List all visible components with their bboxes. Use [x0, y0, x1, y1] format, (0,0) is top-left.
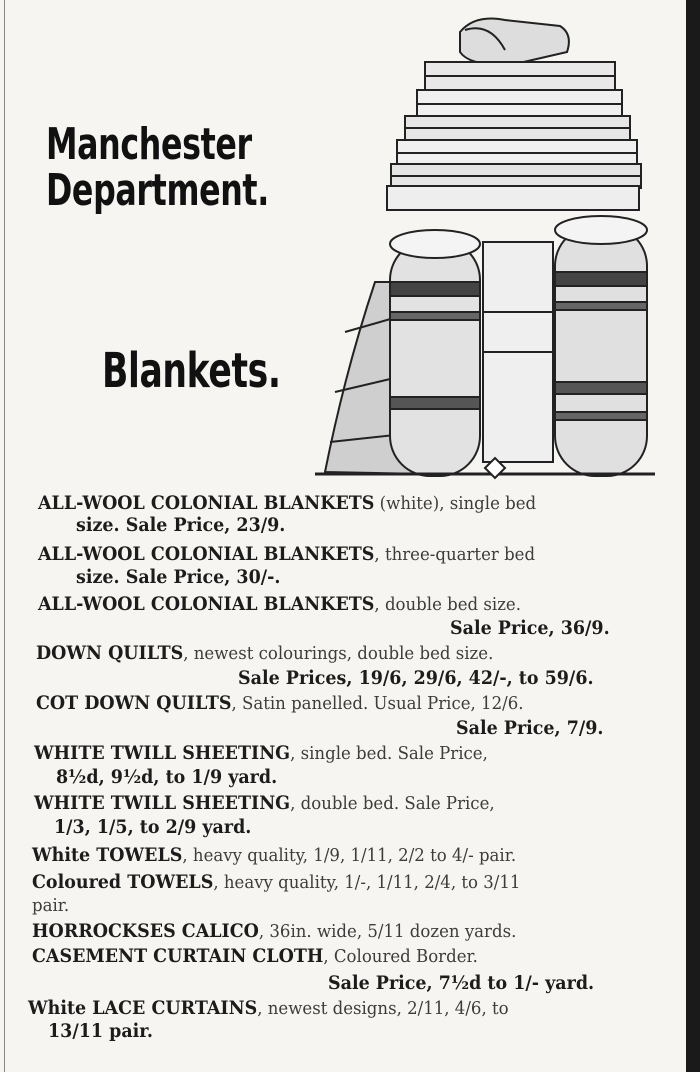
- heading-line-1: Manchester: [46, 119, 252, 170]
- list-item-detail: size. Sale Price, 23/9.: [76, 514, 286, 536]
- list-item: ALL-WOOL COLONIAL BLANKETS (white), single bed: [38, 492, 537, 514]
- list-item: WHITE TWILL SHEETING, double bed. Sale Price,: [34, 792, 495, 814]
- list-item-detail: Sale Prices, 19/6, 29/6, 42/-, to 59/6.: [238, 667, 594, 689]
- list-item-detail: 13/11 pair.: [48, 1020, 154, 1042]
- list-item: ALL-WOOL COLONIAL BLANKETS, three-quarter bed: [38, 543, 536, 565]
- list-item: ALL-WOOL COLONIAL BLANKETS, double bed size.: [38, 593, 521, 615]
- heading-line-2: Department.: [46, 165, 269, 216]
- section-heading: Blankets.: [102, 343, 281, 399]
- left-margin-rule: [4, 0, 5, 1072]
- list-item: White LACE CURTAINS, newest designs, 2/11, 4/6, to: [28, 997, 509, 1019]
- list-item: Coloured TOWELS, heavy quality, 1/-, 1/11, 2/4, to 3/11: [32, 871, 521, 893]
- list-item-detail: 1/3, 1/5, to 2/9 yard.: [54, 816, 252, 838]
- list-item: DOWN QUILTS, newest colourings, double bed size.: [36, 642, 494, 664]
- list-item: COT DOWN QUILTS, Satin panelled. Usual Price, 12/6.: [36, 692, 524, 714]
- list-item-detail: 8½d, 9½d, to 1/9 yard.: [56, 766, 278, 788]
- list-item-detail: Sale Price, 7/9.: [456, 717, 604, 739]
- scan-edge-shadow: [686, 0, 700, 1072]
- list-item-detail: Sale Price, 7½d to 1/- yard.: [328, 972, 595, 994]
- stacked-blankets-illustration: [305, 12, 665, 490]
- list-item: CASEMENT CURTAIN CLOTH, Coloured Border.: [32, 945, 478, 967]
- list-item: White TOWELS, heavy quality, 1/9, 1/11, 2/2 to 4/- pair.: [32, 844, 517, 866]
- list-item: WHITE TWILL SHEETING, single bed. Sale Price,: [34, 742, 488, 764]
- list-item-detail: pair.: [32, 895, 70, 916]
- list-item-detail: Sale Price, 36/9.: [450, 617, 610, 639]
- list-item-detail: size. Sale Price, 30/-.: [76, 566, 281, 588]
- list-item: HORROCKSES CALICO, 36in. wide, 5/11 dozen yards.: [32, 920, 517, 942]
